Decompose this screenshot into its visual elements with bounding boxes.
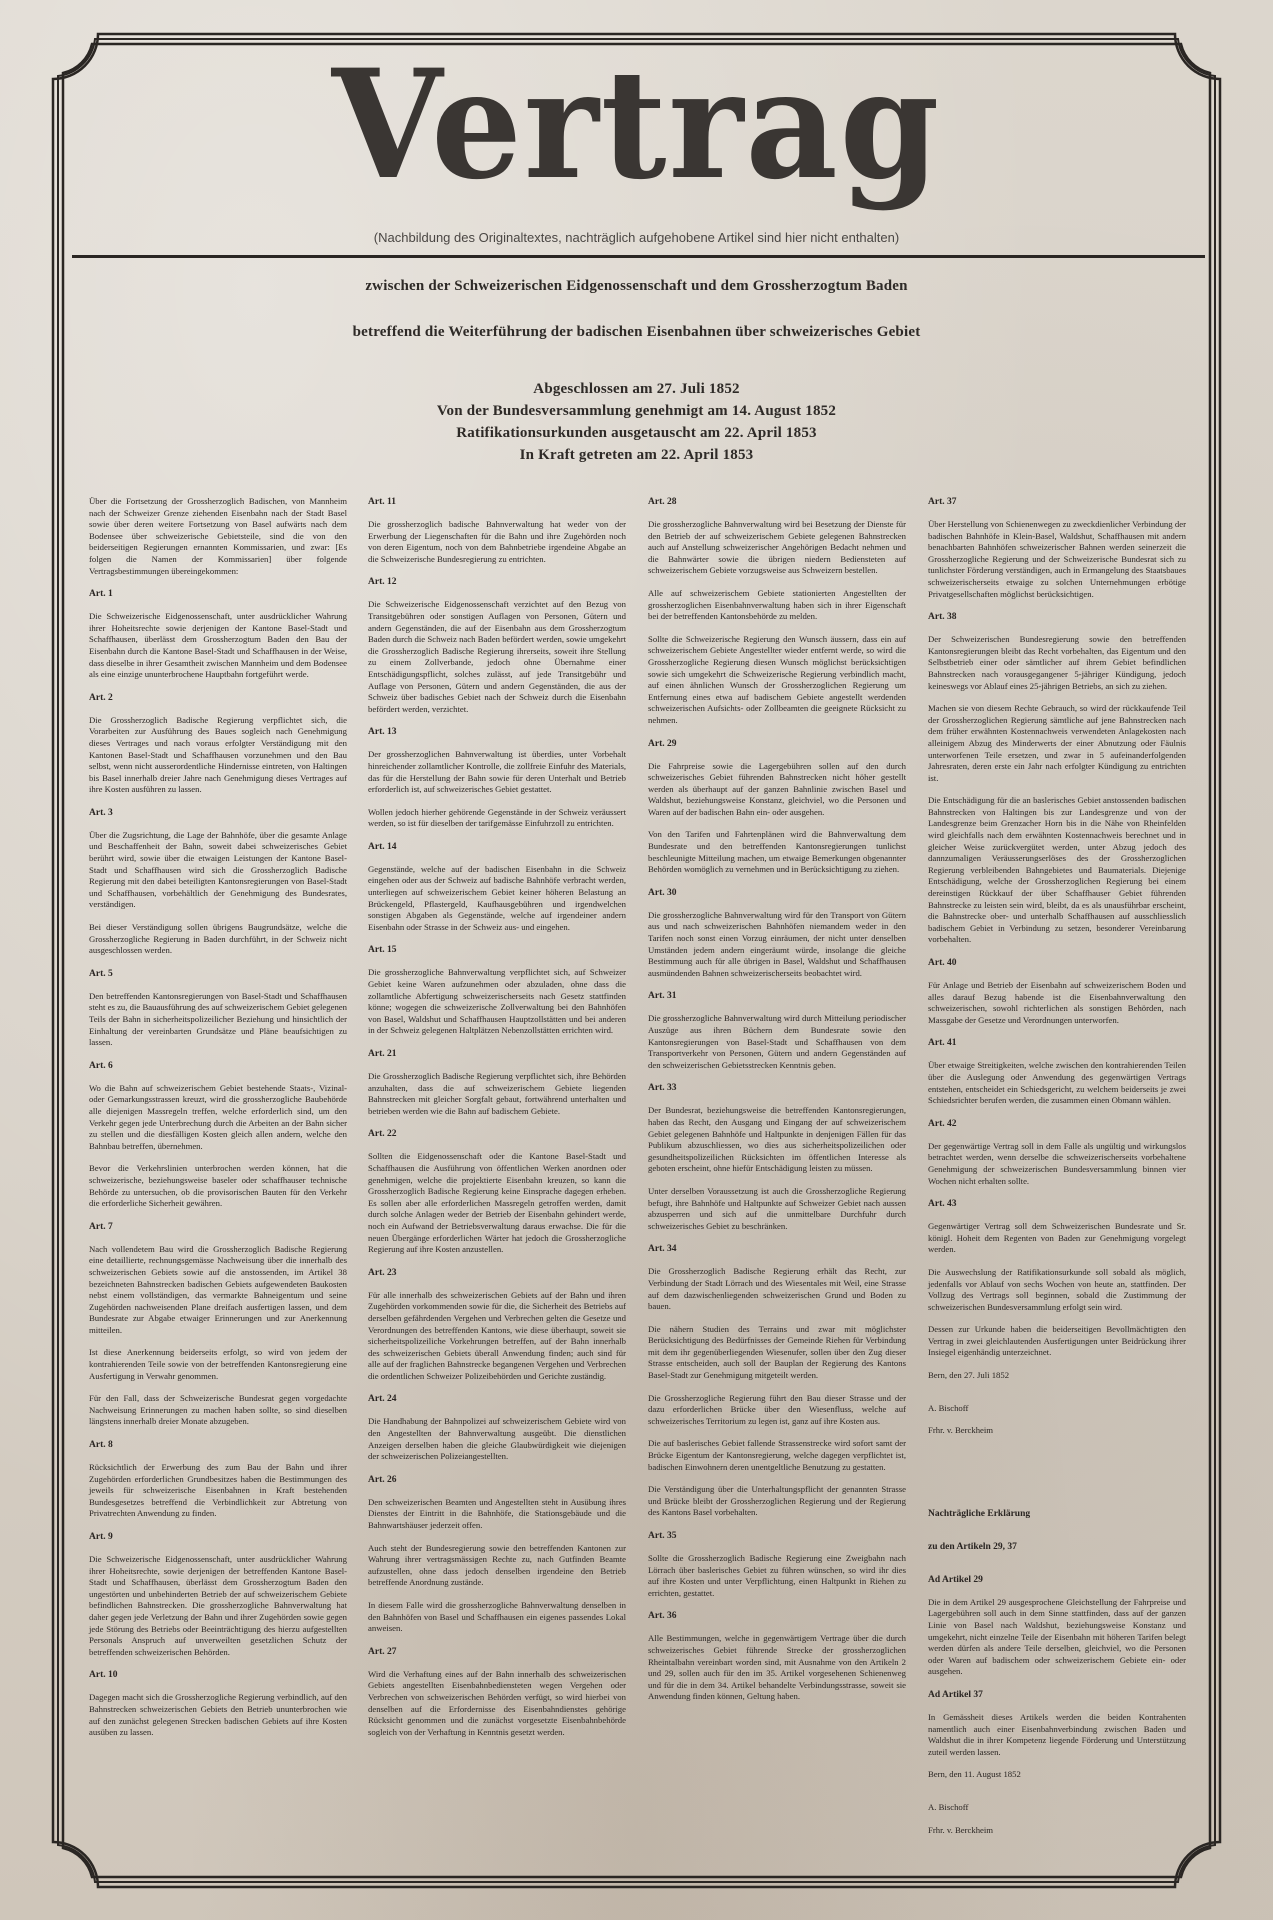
article-paragraph: Sollte die Schweizerische Regierung den Wunsch äussern, dass ein auf schweizerischem Gebiete Angestellter wieder entfernt werde, so wird die Grossherzogliche Regierung diesen Wunsch möglichst berücksichtigen sowie sich umgekehrt die Schweizerische Regierung verbindlich macht, auf einen ähnlichen Wunsch der Grossherzoglichen Regierung um Entfernung eines etwa auf badischem Gebiete angestellt werdenden schweizerischen Aufsichts- oder Zollbeamten die geeignete Rücksicht zu nehmen. bbox=[648, 633, 906, 725]
article-paragraph: Die Auswechslung der Ratifikationsurkunde soll sobald als möglich, jedenfalls vor Ablauf von sechs Wochen von heute an, stattfinden. Der Vollzug des Vertrags soll beginnen, sobald die Zustimmung der schweizerischen Bundesversammlung erfolgt sein wird. bbox=[928, 1266, 1186, 1312]
article-paragraph: Für Anlage und Betrieb der Eisenbahn auf schweizerischem Boden und alles darauf Bezug habende ist die Eisenbahnverwaltung den schweizerischen, sowohl richterlichen als sonstigen Behörden, nach Massgabe der Gesetze und Verordnungen unterworfen. bbox=[928, 980, 1186, 1025]
article bbox=[89, 1669, 347, 1738]
addendum-item-heading: Ad Artikel 29 bbox=[928, 1574, 983, 1585]
article-paragraph: Der Schweizerischen Bundesregierung sowie den betreffenden Kantonsregierungen bleibt das Recht vorbehalten, das Eigentum und den Selbstbetrieb einer oder sämtlicher auf ihrem Gebiet befindlichen Bahnstrecken nach vorausgegangener 5-jähriger Kündigung, jedoch keineswegs vor Ablauf eines 25-jährigen Betriebs, an sich zu ziehen. bbox=[928, 634, 1186, 691]
date-in-force: In Kraft getreten am 22. April 1853 bbox=[519, 447, 754, 463]
article-heading: Art. 23 bbox=[368, 1267, 397, 1278]
article-paragraph: Wollen jedoch hierher gehörende Gegenstände in der Schweiz veräussert werden, so ist für dieselben der tarifgemässe Einfuhrzoll zu entrichten. bbox=[368, 806, 626, 829]
article bbox=[648, 1530, 906, 1599]
date-ratified: Ratifikationsurkunden ausgetauscht am 22. April 1853 bbox=[456, 425, 817, 441]
article-heading: Art. 13 bbox=[368, 727, 397, 738]
article-heading: Art. 22 bbox=[368, 1129, 397, 1140]
article-paragraph: Für den Fall, dass der Schweizerische Bundesrat gegen vorgedachte Nachweisung Erinnerungen zu machen haben sollte, so sind dieselben längstens innerhalb dreier Monate abzugeben. bbox=[89, 1393, 347, 1427]
article bbox=[928, 1037, 1186, 1106]
text-column-2 bbox=[368, 496, 626, 1749]
article-paragraph: Auch steht der Bundesregierung sowie den betreffenden Kantonen zur Wahrung ihrer vertragsmässigen Rechte zu, nach Gutfinden Beamte aufzustellen, ohne dass jedoch denselben irgendeine den Betrieb betreffende Anordnung zustände. bbox=[368, 1542, 626, 1588]
article-paragraph: Bevor die Verkehrslinien unterbrochen werden können, hat die schweizerische, beziehungsweise baseler oder schaffhauser technische Behörde zu untersuchen, ob die provisorischen Bauten für den Verkehr die erforderliche Sicherheit gewähren. bbox=[89, 1163, 347, 1209]
article bbox=[368, 1048, 626, 1117]
addendum-item bbox=[928, 1574, 1186, 1678]
article-paragraph: Von den Tarifen und Fahrtenplänen wird die Bahnverwaltung dem Bundesrate und den betreffenden Kantonsregierungen tunlichst beschleunigte Mitteilung machen, um etwaige Bemerkungen obgenannter Behörden womöglich zu vernehmen und in Berücksichtigung zu ziehen. bbox=[648, 829, 906, 875]
article-paragraph: In diesem Falle wird die grossherzogliche Bahnverwaltung denselben in den Bahnhöfen von Basel und Schaffhausen ein eigenes passendes Lokal anweisen. bbox=[368, 1600, 626, 1634]
addendum-subtitle: zu den Artikeln 29, 37 bbox=[928, 1541, 1017, 1552]
signatory: A. Bischoff bbox=[928, 1801, 969, 1812]
article-paragraph: Über Herstellung von Schienenwegen zu zweckdienlicher Verbindung der badischen Bahnhöfe in Klein-Basel, Waldshut, Schaffhausen mit andern benachbarten Bahnhöfen schweizerischer Bahnen werden seinerzeit die Grossherzogliche Regierung und der Schweizerische Bundesrat sich zu tunlichster Förderung verständigen, auch in Ermangelung des Staatsbaues schweizerischerseits etwaige zu solchen Unternehmungen erbötige Privatgesellschaften möglichst berücksichtigen. bbox=[928, 519, 1186, 599]
article-paragraph: Die grossherzoglich badische Bahnverwaltung hat weder von der Erwerbung der Liegenschaften für die Bahn und ihre Zugehörden noch von deren Eigentum, noch von dem Bahnbetriebe irgendeine Abgabe an die Schweizerische Bundesregierung zu entrichten. bbox=[368, 519, 626, 564]
article-heading: Art. 5 bbox=[89, 968, 113, 979]
document-title: Vertrag bbox=[331, 37, 942, 213]
article-paragraph: Die Fahrpreise sowie die Lagergebühren sollen auf den durch schweizerisches Gebiet führenden Bahnstrecken nicht höher gestellt werden als überhaupt auf der ganzen Bahnlinie zwischen Basel und Waldshut, beziehungsweise Konstanz, gleichviel, wo die Personen und Waren auf der badischen Bahn ein- oder ausgehen. bbox=[648, 760, 906, 817]
article-paragraph: Die grossherzogliche Bahnverwaltung wird für den Transport von Gütern aus und nach schweizerischen Bahnhöfen niemandem weder in den Tarifen noch sonst einen Vorzug einräumen, der nicht unter denselben Umständen jedem andern eingeräumt würde, insolange die gleiche Bestimmung auch für alle übrigen in Basel, Waldshut und Schaffhausen ausmündenden Bahnen schweizerischerseits beobachtet wird. bbox=[648, 909, 906, 978]
text-column-1 bbox=[89, 496, 347, 1750]
article bbox=[89, 1531, 347, 1658]
article-heading: Art. 30 bbox=[648, 887, 677, 898]
article bbox=[648, 1082, 906, 1232]
article-heading: Art. 6 bbox=[89, 1060, 113, 1071]
article-paragraph: Die nähern Studien des Terrains und zwar mit möglichster Berücksichtigung des Bedürfnisses der Gemeinde Riehen für Verbindung mit dem ihr gegenüberliegenden Wiesenufer, sollen über den Zug dieser Strasse entscheiden, auch soll der Bauplan der Regierung des Kantons Basel-Stadt zur Genehmigung mitgeteilt werden. bbox=[648, 1323, 906, 1381]
article bbox=[368, 841, 626, 934]
article-heading: Art. 31 bbox=[648, 991, 677, 1002]
article-paragraph: Wird die Verhaftung eines auf der Bahn innerhalb des schweizerischen Gebiets angestellten Eisenbahnbediensteten wegen Vergehen oder Verbrechen von schweizerischen Behörden verfügt, so wird hierbei von denselben auf die Erfordernisse des Eisenbahndienstes gehörige Rücksicht genommen und die zunächst vorgesetzte Eisenbahnbehörde sogleich von der Verhaftung in Kenntnis gesetzt werden. bbox=[368, 1668, 626, 1737]
treaty-parties: zwischen der Schweizerischen Eidgenossenschaft und dem Grossherzogtum Baden bbox=[365, 278, 908, 294]
article-paragraph: Die Entschädigung für die an baslerisches Gebiet anstossenden badischen Bahnstrecken von Haltingen bis zur Landesgrenze und von der Landesgrenze beim Grenzacher Horn bis in die Nähe von Rheinfelden wird gleichfalls nach dem erwähnten Kostennachweis berechnet und in gleicher Weise zurückvergütet werden, unter Abzug jedoch des dannzumaligen Veräusserungserlöses des der Grossherzoglichen Regierung verbleibenden Bahngebietes und Baumaterials. Diejenige Entschädigung, welche der Grossherzoglichen Regierung bei einem dereinstigen Rückkauf der über Schaffhauser Gebiet führenden Bahnstrecke zu leisten sein wird, bleibt, da es als unausführbar erscheint, die Bahnstrecke ober- und unterhalb Schaffhausen auf ausschliesslich badischem Gebiet in Verbindung zu setzen, besonderer Vereinbarung vorbehalten. bbox=[928, 795, 1186, 945]
article bbox=[89, 588, 347, 681]
article-heading: Art. 37 bbox=[928, 497, 957, 507]
article bbox=[89, 807, 347, 957]
article-paragraph: Der grossherzoglichen Bahnverwaltung ist überdies, unter Vorbehalt hinreichender zollamtlicher Kontrolle, die zollfreie Einfuhr des Materials, das für die Herstellung der Bahn sowie für deren Unterhalt und Betrieb erforderlich ist, auf schweizerisches Gebiet gestattet. bbox=[368, 749, 626, 795]
article bbox=[648, 738, 906, 876]
article bbox=[648, 1610, 906, 1703]
article bbox=[368, 1474, 626, 1635]
article-heading: Art. 29 bbox=[648, 738, 677, 749]
addendum-item bbox=[928, 1689, 1186, 1758]
article-paragraph: Die Grossherzogliche Regierung führt den Bau dieser Strasse und der dazu erforderlichen Brücke über den Wiesenfluss, welche auf schweizerisches Territorium zu legen ist, ganz auf ihre Kosten aus. bbox=[648, 1392, 906, 1426]
article bbox=[928, 1198, 1186, 1359]
addendum-title: Nachträgliche Erklärung bbox=[928, 1508, 1031, 1519]
article-paragraph: Sollte die Grossherzoglich Badische Regierung eine Zweigbahn nach Lörrach über baslerisches Gebiet zu führen wünschen, so wird ihr dies auf ihre Kosten und unter Verpflichtung, einen Haltpunkt in Riehen zu errichten, gestattet. bbox=[648, 1553, 906, 1598]
article-paragraph: Ist diese Anerkennung beiderseits erfolgt, so wird von jedem der kontrahierenden Teile sowie von der betreffenden Kantonsregierung eine Ausfertigung in Verwahr genommen. bbox=[89, 1347, 347, 1381]
article bbox=[928, 611, 1186, 946]
article-paragraph: Bei dieser Verständigung sollen übrigens Baugrundsätze, welche die Grossherzogliche Regierung in Baden durchführt, in der Schweiz nicht ausgeschlossen werden. bbox=[89, 922, 347, 956]
article-heading: Art. 40 bbox=[928, 958, 957, 968]
signing-place-date: Bern, den 27. Juli 1852 bbox=[928, 1370, 1010, 1381]
article-paragraph: Wo die Bahn auf schweizerischem Gebiet bestehende Staats-, Vizinal- oder Gemarkungsstrassen kreuzt, wird die grossherzogliche Baubehörde alle diejenigen Massregeln treffen, welche erforderlich sind, um den Verkehr gegen jede Unterbrechung durch die Arbeiten an der Bahn sicher zu stellen und die diesfälligen Kosten gleich allen andern, welche den Bahnbau betreffen, übernehmen. bbox=[89, 1082, 347, 1151]
article bbox=[368, 944, 626, 1037]
article-paragraph: Gegenwärtiger Vertrag soll dem Schweizerischen Bundesrate und Sr. königl. Hoheit dem Regenten von Baden zur Genehmigung vorgelegt werden. bbox=[928, 1221, 1186, 1255]
article-paragraph: Gegenstände, welche auf der badischen Eisenbahn in die Schweiz eingehen oder aus der Schweiz auf badische Bahnhöfe verbracht werden, unterliegen auf schweizerischem Gebiet keiner höheren Belastung an Brückengeld, Pflastergeld, Kaufhausgebühren und irgendwelchen sonstigen Abgaben als Gegenstände, welche auf irgendeiner andern Eisenbahn oder Strasse in der Schweiz aus- und eingehen. bbox=[368, 863, 626, 932]
article-paragraph: Die Grossherzoglich Badische Regierung erhält das Recht, zur Verbindung der Stadt Lörrach und des Wiesentales mit Weil, eine Strasse auf dem dazwischenliegenden schweizerischen Grund und Boden zu bauen. bbox=[648, 1266, 906, 1312]
article-paragraph: Die Schweizerische Eidgenossenschaft, unter ausdrücklicher Wahrung ihrer Hoheitsrechte sowie derjenigen der Kantone Basel-Stadt und Schaffhausen, überlässt dem Grossherzogtum Baden den Bau der Eisenbahn durch die Kantone Basel-Stadt und Schaffhausen in der Weise, dass dieselbe in ihrer Gesamtheit zwischen Mannheim und dem Bodensee als eine einzige ununterbrochene Hauptbahn fortgeführt werde. bbox=[89, 611, 347, 680]
article-paragraph: Nach vollendetem Bau wird die Grossherzoglich Badische Regierung eine detaillierte, rechnungsgemässe Nachweisung über die innerhalb des schweizerischen Gebiets sowie auf die anstossenden, im Artikel 38 bezeichneten Bahnstrecken badischen Gebiets aufgewendeten Baukosten nebst einem vollständigen, das vermarkte Bahneigentum und seine Zugehörden nachweisenden Plane dreifach ausfertigen lassen, und dem Bundesrate zur Abgabe etwaiger Erinnerungen und zur Anerkennung mitteilen. bbox=[89, 1243, 347, 1335]
article bbox=[368, 1267, 626, 1383]
date-approved: Von der Bundesversammlung genehmigt am 14. August 1852 bbox=[436, 403, 837, 419]
article-paragraph: Über die Zugsrichtung, die Lage der Bahnhöfe, über die gesamte Anlage und Beschaffenheit der Bahn, soweit dabei schweizerisches Gebiet berührt wird, sowie über die etwaigen Leistungen der Kantone Basel-Stadt und Schaffhausen wird sich die Grossherzoglich Badische Regierung mit den dabei beteiligten Kantonsregierungen von Basel-Stadt und Schaffhausen, vorbehältlich der Genehmigung des Bundesrates, verständigen. bbox=[89, 829, 347, 910]
article-paragraph: Die Grossherzoglich Badische Regierung verpflichtet sich, ihre Behörden anzuhalten, dass die auf schweizerischem Gebiete liegenden Bahnstrecken mit gleicher Sorgfalt gebaut, fortwährend unterhalten und betrieben werden wie die Bahn auf badischem Gebiete. bbox=[368, 1071, 626, 1116]
article-heading: Art. 42 bbox=[928, 1118, 957, 1129]
article-paragraph: Die Verständigung über die Unterhaltungspflicht der genannten Strasse und Brücke bleibt der Grossherzoglichen Regierung und der Regierung des Kantons Basel vorbehalten. bbox=[648, 1484, 906, 1518]
article-heading: Art. 12 bbox=[368, 577, 397, 588]
article bbox=[368, 1128, 626, 1255]
article-paragraph: Der Bundesrat, beziehungsweise die betreffenden Kantonsregierungen, haben das Recht, den Ausgang und Eingang der auf schweizerischem Gebiet gelegenen Bahnhöfe und Haltpunkte in denjenigen Fällen für das Publikum abzuschliessen, wo dies aus sicherheitspolizeilichen oder gesundheitspolizeilichen Rücksichten im öffentlichen Interesse als geboten erscheint, ohne hiefür Entschädigung leisten zu müssen. bbox=[648, 1105, 906, 1174]
article bbox=[648, 1243, 906, 1519]
article-heading: Art. 38 bbox=[928, 612, 957, 623]
article-paragraph: Die Schweizerische Eidgenossenschaft verzichtet auf den Bezug von Transitgebühren oder sonstigen Auflagen von Personen, Gütern und andern Gegenständen, die auf der Eisenbahn aus dem Grossherzogtum Baden durch die Schweiz nach Baden befördert werden, sowie umgekehrt die Grossherzoglich Badische Regierung ihrerseits, soweit ihre Stellung zu einem Zollverbande, jedoch ohne Übernahme einer Entschädigungspflicht, solches zulässt, auf jede Transitgebühr und Auflage von Personen, Gütern und andern Gegenständen, die aus der Schweiz über badisches Gebiet nach der Schweiz durch die Eisenbahn befördert werden, verzichtet. bbox=[368, 599, 626, 714]
article-heading: Art. 26 bbox=[368, 1474, 397, 1485]
article bbox=[89, 968, 347, 1049]
addendum-item-text: Die in dem Artikel 29 ausgesprochene Gleichstellung der Fahrpreise und Lagergebühren soll auch in dem Sinne stattfinden, dass auf der ganzen Linie von Basel nach Waldshut, beziehungsweise Konstanz und umgekehrt, nicht einzelne Teile der Eisenbahn mit höheren Tarifen belegt werden dürfen als andere Teile derselben, gleichviel, wo die Personen oder Waren auf badischem oder schweizerischem Gebiete ein- oder ausgehen. bbox=[928, 1596, 1186, 1677]
article-heading: Art. 8 bbox=[89, 1440, 113, 1451]
article-heading: Art. 14 bbox=[368, 841, 397, 852]
article bbox=[648, 887, 906, 980]
article bbox=[89, 1060, 347, 1210]
article-heading: Art. 41 bbox=[928, 1038, 957, 1049]
article-heading: Art. 7 bbox=[89, 1221, 113, 1232]
article-heading: Art. 43 bbox=[928, 1199, 957, 1210]
article-paragraph: Dagegen macht sich die Grossherzogliche Regierung verbindlich, auf den Bahnstrecken schweizerischen Gebiets den Betrieb ununterbrochen wie auf den zunächst gelegenen Strecken badischen Gebiets auf ihre Kosten ausüben zu lassen. bbox=[89, 1692, 347, 1738]
article bbox=[89, 692, 347, 796]
reproduction-note: (Nachbildung des Originaltextes, nachträglich aufgehobene Artikel sind hier nicht enthalten) bbox=[373, 230, 900, 245]
header-divider bbox=[72, 255, 1205, 258]
article-paragraph: Machen sie von diesem Rechte Gebrauch, so wird der rückkaufende Teil der Grossherzoglichen Regierung sämtliche auf jene Bahnstrecken nach dem früher erwähnten Kostennachweis verwendeten Anlagekosten nach alleinigem Abzug des Minderwerts der einer Abnutzung oder Fäulnis unterworfenen Teile ersetzen, und zwar in 5 aufeinanderfolgenden Jahresraten, deren erste ein Jahr nach erfolgter Kündigung zu entrichten ist. bbox=[928, 703, 1186, 783]
article-paragraph: Den schweizerischen Beamten und Angestellten steht in Ausübung ihres Dienstes der Eintritt in die Bahnhöfe, die Stationsgebäude und die Bahnwartshäuser jederzeit offen. bbox=[368, 1496, 626, 1531]
article-heading: Art. 10 bbox=[89, 1670, 118, 1681]
text-column-4 bbox=[928, 496, 1186, 1847]
article-heading: Art. 9 bbox=[89, 1532, 113, 1542]
article bbox=[928, 957, 1186, 1026]
article-heading: Art. 35 bbox=[648, 1531, 677, 1541]
signatory: Frhr. v. Berckheim bbox=[928, 1425, 994, 1436]
article-paragraph: Rücksichtlich der Erwerbung des zum Bau der Bahn und ihrer Zugehörden erforderlichen Grundbesitzes haben die Bestimmungen des jeweils für schweizerische Eisenbahnen in Kraft bestehenden Bundesgesetzes betreffend die Verbindlichkeit zur Abtretung von Privatrechten Anwendung zu finden. bbox=[89, 1462, 347, 1519]
article bbox=[89, 1221, 347, 1428]
article-paragraph: Die Schweizerische Eidgenossenschaft, unter ausdrücklicher Wahrung ihrer Hoheitsrechte, sowie derjenigen der betreffenden Kantone Basel-Stadt und Schaffhausen, überlässt dem Grossherzogtum Baden den ungestörten und unbehinderten Betrieb der auf schweizerischem Gebiete befindlichen Bahnstrecken. Die grossherzogliche Bahnverwaltung hat daher gegen jede Verletzung der Bahn und ihrer Zugehörden sowie gegen jede Störung des Betriebs oder Beeinträchtigung des hierzu aufgestellten Personals Anspruch auf unverweilten gesetzlichen Schutz der betreffenden schweizerischen Behörden. bbox=[89, 1554, 347, 1657]
article-paragraph: Die Grossherzoglich Badische Regierung verpflichtet sich, die Vorarbeiten zur Ausführung des Baues sogleich nach Genehmigung dieses Vertrages und nach voraus erfolgter Verständigung mit den Kantonen Basel-Stadt und Schaffhausen vorzunehmen und den Bau selbst, wenn nicht ausserordentliche Hindernisse eintreten, von Haltingen bis Basel innerhalb dreier Jahre nach Genehmigung dieses Vertrages auf ihre Kosten ausführen zu lassen. bbox=[89, 714, 347, 795]
article-heading: Art. 33 bbox=[648, 1083, 677, 1094]
article-paragraph: Die grossherzogliche Bahnverwaltung wird durch Mitteilung periodischer Auszüge aus ihren Büchern dem Bundesrate sowie den Kantonsregierungen von Basel-Stadt und Schaffhausen von dem Transportverkehr von Personen, Gütern und andern Gegenständen auf den schweizerischen Gebietsstrecken Kenntnis geben. bbox=[648, 1013, 906, 1070]
addendum-item-heading: Ad Artikel 37 bbox=[928, 1690, 983, 1700]
article-heading: Art. 11 bbox=[368, 497, 396, 507]
article bbox=[648, 496, 906, 727]
text-column-3 bbox=[648, 496, 906, 1714]
article-paragraph: Über die Fortsetzung der Grossherzoglich Badischen, von Mannheim nach der Schweizer Grenze ziehenden Eisenbahn nach der Stadt Basel sowie über deren weitere Fortsetzung von Basel aufwärts nach dem Bodensee über schweizerische Gebietsteile, sind die von den beiderseitigen Regierungen ernannten Kommissarien, und zwar: [Es folgen die Namen der Kommissarien] über folgende Vertragsbestimmungen übereingekommen: bbox=[89, 496, 347, 576]
article-heading: Art. 24 bbox=[368, 1394, 397, 1405]
article bbox=[648, 990, 906, 1071]
article bbox=[928, 496, 1186, 600]
article-paragraph: Alle Bestimmungen, welche in gegenwärtigem Vertrage über die durch schweizerisches Gebiet führende Strecke der grossherzoglichen Rheintalbahn vereinbart worden sind, mit Ausnahme von den Artikeln 2 und 29, sollen auch für den im 35. Artikel vorgesehenen Schienenweg und für die in dem 34. Artikel behandelte Verbindungsstrasse, soweit sie Anwendung finden können, Geltung haben. bbox=[648, 1633, 906, 1702]
date-concluded: Abgeschlossen am 27. Juli 1852 bbox=[533, 381, 740, 397]
article-heading: Art. 15 bbox=[368, 945, 397, 956]
signatory: A. Bischoff bbox=[928, 1402, 969, 1413]
addendum-item-text: In Gemässheit dieses Artikels werden die beiden Kontrahenten namentlich auch einer Eisenbahnverbindung zwischen Baden und Waldshut die in ihrer Kompetenz liegende Förderung und Unterstützung zuteil werden lassen. bbox=[928, 1712, 1186, 1757]
article-paragraph: Unter derselben Voraussetzung ist auch die Grossherzogliche Regierung befugt, ihre Bahnhöfe und Haltpunkte auf Schweizer Gebiet nach aussen abzusperren und sich auf die unmittelbare Durchfuhr durch schweizerisches Gebiet zu beschränken. bbox=[648, 1185, 906, 1231]
article-heading: Art. 21 bbox=[368, 1049, 397, 1059]
article-paragraph: Über etwaige Streitigkeiten, welche zwischen den kontrahierenden Teilen über die Auslegung oder Anwendung des gegenwärtigen Vertrags entstehen, entscheidet ein Schiedsgericht, zu welchem beiderseits je zwei Schiedsrichter berufen werden, die zusammen einen Obmann wählen. bbox=[928, 1060, 1186, 1106]
article-paragraph: Die Handhabung der Bahnpolizei auf schweizerischem Gebiete wird von den Angestellten der Bahnverwaltung ausgeübt. Die dienstlichen Anzeigen derselben haben die gleiche Glaubwürdigkeit wie diejenigen der schweizerischen Polizeiangestellten. bbox=[368, 1416, 626, 1462]
article-heading: Art. 28 bbox=[648, 497, 677, 507]
addendum-place-date: Bern, den 11. August 1852 bbox=[928, 1769, 1021, 1780]
article-heading: Art. 36 bbox=[648, 1611, 677, 1622]
article-heading: Art. 34 bbox=[648, 1244, 677, 1255]
article bbox=[89, 1439, 347, 1520]
article bbox=[928, 1118, 1186, 1187]
article bbox=[368, 576, 626, 715]
article-paragraph: Alle auf schweizerischem Gebiete stationierten Angestellten der grossherzoglichen Eisenbahnverwaltung haben sich in ihrer Eigenschaft bei der betreffenden Kantonsbehörde zu melden. bbox=[648, 587, 906, 622]
article-heading: Art. 1 bbox=[89, 589, 113, 600]
article-paragraph: Für alle innerhalb des schweizerischen Gebiets auf der Bahn und ihren Zugehörden vorkommenden sowie für die, die Sicherheit des Betriebs auf derselben gefährdenden Vergehen und Verbrechen gelten die Gesetze und Verordnungen des betreffenden Kantons, wie diese überhaupt, soweit sie sicherheitspolizeiliche Vorkehrungen betreffen, auf der Bahn innerhalb des schweizerischen Gebiets überall Anwendung finden; auch sind für alle auf der fraglichen Bahnstrecke begangenen Vergehen und Verbrechen die ordentlichen Schweizer Polizeibehörden und Gerichte zuständig. bbox=[368, 1289, 626, 1381]
article bbox=[368, 1646, 626, 1739]
treaty-subject: betreffend die Weiterführung der badischen Eisenbahnen über schweizerisches Gebiet bbox=[352, 324, 921, 340]
article-paragraph: Sollten die Eidgenossenschaft oder die Kantone Basel-Stadt und Schaffhausen die Ausführung von öffentlichen Werken anordnen oder genehmigen, welche die projektierte Eisenbahn kreuzen, so kann die Grossherzoglich Badische Regierung keine Einsprache dagegen erheben. Es sollen aber alle erforderlichen Massregeln getroffen werden, damit durch solche Anlagen weder der Betrieb der Eisenbahn gehindert werde, noch ein Aufwand der Betriebsverwaltung daraus erwachse. Die für die neuen Übergänge erforderlichen Wärter hat jedoch die Grossherzogliche Regierung auf ihre Kosten anzustellen. bbox=[368, 1151, 626, 1255]
article-paragraph: Dessen zur Urkunde haben die beiderseitigen Bevollmächtigten den Vertrag in zwei gleichlautenden Ausfertigungen unter Beidrückung ihrer Insiegel eigenhändig unterzeichnet. bbox=[928, 1324, 1186, 1358]
signatory: Frhr. v. Berckheim bbox=[928, 1824, 994, 1835]
article-heading: Art. 2 bbox=[89, 692, 113, 703]
article-paragraph: Der gegenwärtige Vertrag soll in dem Falle als ungültig und wirkungslos betrachtet werden, wenn derselbe die schweizerischerseits vorbehaltene Genehmigung der schweizerischen Bundesversammlung binnen vier Wochen nicht erhalten sollte. bbox=[928, 1140, 1186, 1186]
article bbox=[368, 496, 626, 565]
article-paragraph: Die grossherzogliche Bahnverwaltung verpflichtet sich, auf Schweizer Gebiet keine Waren aufzunehmen oder abzuladen, ohne dass die zollamtliche Abfertigung schweizerischerseits nach Gesetz stattfinden könne; wogegen die schweizerische Zollverwaltung bei den Bahnhöfen von Basel, Waldshut und Schaffhausen Hauptzollstätten und bei anderen in der Schweiz gelegenen Haltplätzen Nebenzollstätten errichten wird. bbox=[368, 967, 626, 1036]
article-heading: Art. 27 bbox=[368, 1646, 397, 1657]
article bbox=[368, 726, 626, 830]
article-paragraph: Die auf baslerisches Gebiet fallende Strassenstrecke wird sofort samt der Brücke Eigentum der Kantonsregierung, welche dagegen verpflichtet ist, badischen Einwohnern deren unentgeltliche Benutzung zu gestatten. bbox=[648, 1438, 906, 1472]
article-paragraph: Die grossherzogliche Bahnverwaltung wird bei Besetzung der Dienste für den Betrieb der auf schweizerischem Gebiete gelegenen Bahnstrecken auch auf Anstellung schweizerischer Angehörigen Bedacht nehmen und die Bahnwärter sowie die übrigen niedern Bediensteten auf schweizerischem Gebiete vorzugsweise aus Schweizern bestellen. bbox=[648, 519, 906, 576]
preamble bbox=[89, 496, 347, 577]
article-heading: Art. 3 bbox=[89, 807, 113, 818]
article bbox=[368, 1393, 626, 1462]
article-paragraph: Den betreffenden Kantonsregierungen von Basel-Stadt und Schaffhausen steht es zu, die Bauausführung des auf schweizerischem Gebiet gelegenen Teils der Bahn in sicherheitspolizeilicher Beziehung und hinsichtlich der Einhaltung der vereinbarten Grundsätze und Pläne beaufsichtigen zu lassen. bbox=[89, 990, 347, 1048]
